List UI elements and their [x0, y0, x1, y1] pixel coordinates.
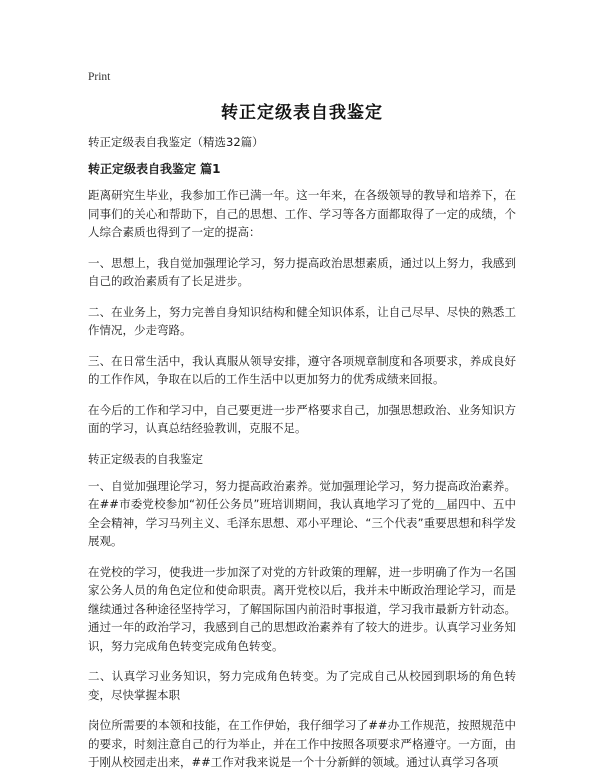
section-heading-2: 转正定级表的自我鉴定	[88, 451, 203, 466]
section-heading-1: 转正定级表自我鉴定 篇1	[88, 162, 221, 176]
document-subtitle: 转正定级表自我鉴定（精选32篇）	[88, 135, 264, 149]
paragraph: 距离研究生毕业，我参加工作已满一年。这一年来，在各级领导的教导和培养下，在同事们的关心和帮助下，自己的思想、工作、学习等各方面都取得了一定的成绩，个人综合素质也得到了一定的提高：	[88, 188, 516, 239]
paragraph: 在今后的工作和学习中，自己要更进一步严格要求自己，加强思想政治、业务知识方面的学习，认真总结经验教训，克服不足。	[88, 402, 516, 435]
paragraph: 二、认真学习业务知识，努力完成角色转变。为了完成自己从校园到职场的角色转变，尽快掌握本职	[88, 669, 516, 702]
paragraph: 三、在日常生活中，我认真服从领导安排，遵守各项规章制度和各项要求，养成良好的工作作风，争取在以后的工作生活中以更加努力的优秀成绩来回报。	[88, 353, 516, 386]
document-body	[88, 133, 516, 784]
page-title: 转正定级表自我鉴定	[221, 103, 383, 123]
print-label[interactable]: Print	[88, 71, 111, 83]
paragraph: 二、在业务上，努力完善自身知识结构和健全知识体系，让自己尽早、尽快的熟悉工作情况，少走弯路。	[88, 304, 516, 337]
paragraph: 岗位所需要的本领和技能，在工作伊始，我仔细学习了##办工作规范，按照规范中的要求，时刻注意自己的行为举止，并在工作中按照各项要求严格遵守。一方面，由于刚从校园走出来，##工作对我来说是一个十分新鲜的领域。通过认真学习各项	[88, 718, 516, 769]
paragraph: 一、自觉加强理论学习，努力提高政治素养。觉加强理论学习，努力提高政治素养。在##市委党校参加“初任公务员”班培训期间，我认真地学习了党的＿届四中、五中全会精神，学习马列主义、毛泽东思想、邓小平理论、“三个代表”重要思想和科学发展观。	[88, 478, 516, 548]
paragraph: 在党校的学习，使我进一步加深了对党的方针政策的理解，进一步明确了作为一名国家公务人员的角色定位和使命职责。离开党校以后，我并未中断政治理论学习，而是继续通过各种途径坚持学习，了解国际国内前沿时事报道，学习我市最新方针动态。通过一年的政治学习，我感到自己的思想政治素养有了较大的进步。认真学习业务知识，努力完成角色转变完成角色转变。	[88, 564, 516, 653]
paragraph: 一、思想上，我自觉加强理论学习，努力提高政治思想素质，通过以上努力，我感到自己的政治素质有了长足进步。	[88, 255, 516, 288]
